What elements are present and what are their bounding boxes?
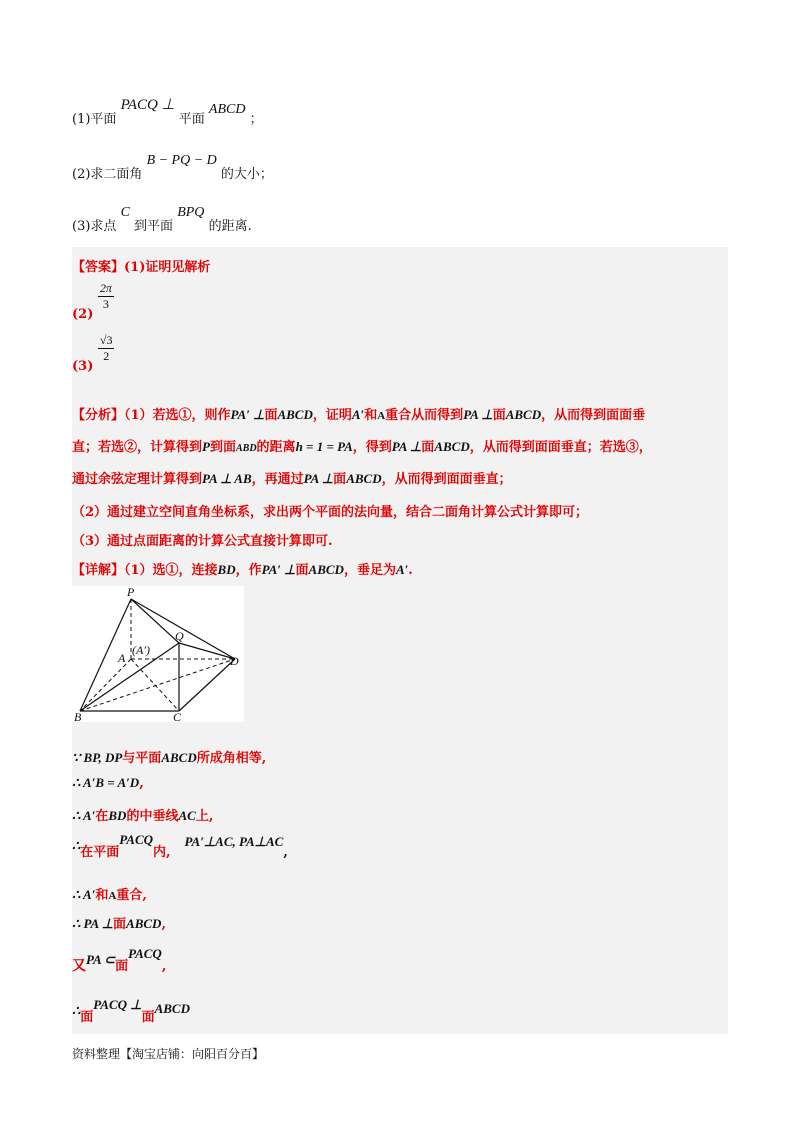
- proof-math: ABCD: [161, 750, 197, 765]
- proof-text: 面: [115, 959, 129, 974]
- q3-text-mid: 到平面: [134, 219, 174, 234]
- q2-end: 的大小；: [220, 167, 273, 182]
- proof-text: 与平面: [122, 751, 162, 766]
- proof-math: ∴: [72, 1003, 81, 1018]
- answer-2-fraction: [98, 281, 114, 312]
- detail-math: PA′ ⊥: [261, 562, 296, 577]
- proof-text: 在平面: [80, 845, 120, 860]
- proof-step-4: [72, 832, 288, 860]
- answer-3-denominator: 2: [103, 349, 110, 363]
- q1-end: ；: [249, 112, 263, 127]
- analysis-math: PA ⊥ AB: [202, 471, 252, 486]
- analysis-text: ，证明: [312, 408, 352, 423]
- pyramid-figure: [72, 586, 244, 722]
- analysis-text: 重合从而得到: [385, 408, 464, 423]
- q3-math-2: BPQ: [177, 205, 205, 220]
- answer-2-numerator: 2π: [99, 281, 112, 295]
- analysis-line-3: [72, 468, 512, 487]
- analysis-text: 面: [421, 440, 435, 455]
- analysis-math: PA ⊥: [303, 471, 334, 486]
- label-P: P: [127, 586, 135, 599]
- analysis-line-5: （3）通过点面距离的计算公式直接计算即可.: [72, 534, 333, 549]
- proof-text: ,: [139, 776, 144, 791]
- analysis-text: 和: [364, 408, 378, 423]
- analysis-line-4: （2）通过建立空间直角坐标系，求出两个平面的法向量，结合二面角计算公式计算即可；: [72, 505, 589, 520]
- answer-3-fraction: [98, 333, 115, 364]
- q1-math: PACQ ⊥: [120, 97, 175, 113]
- q2-math: B − PQ − D: [146, 153, 217, 168]
- proof-math: PACQ: [128, 946, 162, 961]
- answer-3-label: (3): [72, 359, 94, 374]
- q3-text: (3)求点: [72, 219, 117, 234]
- proof-math: PACQ ⊥: [93, 997, 142, 1012]
- analysis-text: 的距离: [256, 440, 296, 455]
- analysis-math: A′: [351, 407, 365, 422]
- proof-text: 又: [72, 958, 86, 974]
- proof-math: ABCD: [154, 1001, 190, 1016]
- detail-text: ，垂足为: [343, 563, 396, 578]
- label-B: B: [74, 710, 82, 722]
- analysis-text: ，再通过: [251, 472, 304, 487]
- question-3: [72, 205, 252, 235]
- analysis-math: ABCD: [346, 471, 382, 486]
- proof-step-7: [72, 946, 167, 975]
- analysis-text: 面: [492, 408, 506, 423]
- proof-math: ∴: [72, 838, 81, 853]
- proof-text: 的中垂线: [126, 809, 179, 824]
- proof-step-2: [72, 775, 144, 791]
- analysis-math: A: [377, 410, 386, 422]
- proof-math: ∵ BP, DP: [72, 750, 123, 765]
- detail-text: 【详解】（1）选①，连接: [72, 563, 218, 578]
- answer-3-numerator: √3: [99, 333, 113, 347]
- analysis-text: ，从而得到面面垂: [541, 408, 646, 423]
- question-2: [72, 153, 273, 183]
- proof-text: 和: [95, 888, 109, 903]
- proof-math: AC: [178, 808, 196, 823]
- q1-text: (1)平面: [72, 112, 117, 127]
- proof-text: 上,: [195, 809, 214, 824]
- answer-label: 【答案】(1)证明见解析: [72, 260, 211, 275]
- detail-text: ，作: [235, 563, 262, 578]
- analysis-math: PA ⊥: [391, 439, 422, 454]
- analysis-text: 面: [264, 408, 278, 423]
- analysis-math: ABCD: [505, 407, 542, 422]
- proof-text: 在: [95, 809, 109, 824]
- proof-math: BD: [108, 808, 127, 823]
- answer-2: [72, 281, 114, 322]
- label-D: D: [230, 654, 239, 668]
- proof-math: PACQ: [119, 832, 154, 847]
- question-1: [72, 97, 263, 128]
- analysis-text: 通过余弦定理计算得到: [72, 472, 203, 487]
- proof-math: A: [108, 890, 117, 902]
- proof-text: 内,: [153, 845, 171, 860]
- detail-math: ABCD: [308, 562, 344, 577]
- analysis-math: PA′ ⊥: [230, 407, 265, 422]
- proof-math: ABCD: [126, 916, 162, 931]
- label-Q: Q: [175, 629, 184, 643]
- proof-text: 面: [141, 1010, 155, 1025]
- proof-math: ∴ A′: [72, 808, 96, 823]
- proof-math: ∴ A′B = A′D: [72, 775, 140, 790]
- analysis-math: P: [202, 439, 210, 454]
- analysis-text: 面: [333, 472, 347, 487]
- q3-end: 的距离.: [208, 219, 252, 234]
- proof-step-5: [72, 884, 147, 903]
- analysis-text: ，得到: [352, 440, 392, 455]
- q1-math-2: ABCD: [208, 102, 246, 117]
- proof-text: 重合,: [116, 888, 147, 903]
- proof-step-6: [72, 913, 166, 932]
- answer-2-denominator: 3: [102, 297, 109, 311]
- proof-math: PA′⊥AC, PA⊥AC: [184, 834, 284, 849]
- analysis-line-1: [72, 404, 645, 423]
- analysis-math: ABCD: [277, 407, 313, 422]
- label-A-prime: (A′): [132, 643, 150, 657]
- detail-text: .: [408, 563, 413, 578]
- label-A: A: [118, 651, 126, 665]
- analysis-text: 直；若选②，计算得到: [72, 440, 203, 455]
- detail-line-1: [72, 559, 413, 578]
- analysis-math: ABCD: [434, 439, 470, 454]
- detail-math: BD: [217, 562, 236, 577]
- q1-text-mid: 平面: [178, 112, 205, 127]
- proof-math: PA ⊂: [86, 952, 116, 967]
- detail-math: A′: [395, 562, 409, 577]
- detail-text: 面: [295, 563, 309, 578]
- footer-source: 资料整理【淘宝店铺：向阳百分百】: [72, 1047, 265, 1061]
- q2-text: (2)求二面角: [72, 167, 143, 182]
- analysis-text: 【分析】（1）若选①，则作: [72, 408, 231, 423]
- proof-math: ∴ PA ⊥: [72, 916, 114, 931]
- proof-math: ∴ A′: [72, 887, 96, 902]
- proof-text: 面: [113, 917, 127, 932]
- proof-text: ,: [161, 917, 166, 932]
- proof-text: ,: [161, 959, 167, 974]
- proof-text: ,: [283, 845, 288, 860]
- proof-text: 面: [80, 1010, 94, 1025]
- analysis-math: h = 1 = PA: [295, 439, 353, 454]
- q3-math: C: [120, 205, 130, 220]
- analysis-text: 到面: [209, 440, 236, 455]
- analysis-text: ，从而得到面面垂直；: [381, 472, 512, 487]
- analysis-math: PA ⊥: [463, 407, 493, 422]
- analysis-text: ，从而得到面面垂直；若选③，: [469, 440, 652, 455]
- proof-step-1: [72, 747, 266, 766]
- proof-text: 所成角相等,: [196, 751, 267, 766]
- proof-step-3: [72, 805, 213, 824]
- answer-2-label: (2): [72, 307, 94, 322]
- proof-step-8: [72, 997, 190, 1025]
- answer-3: [72, 333, 114, 374]
- analysis-math: ABD: [235, 443, 257, 454]
- label-C: C: [173, 710, 182, 722]
- analysis-line-2: [72, 436, 652, 455]
